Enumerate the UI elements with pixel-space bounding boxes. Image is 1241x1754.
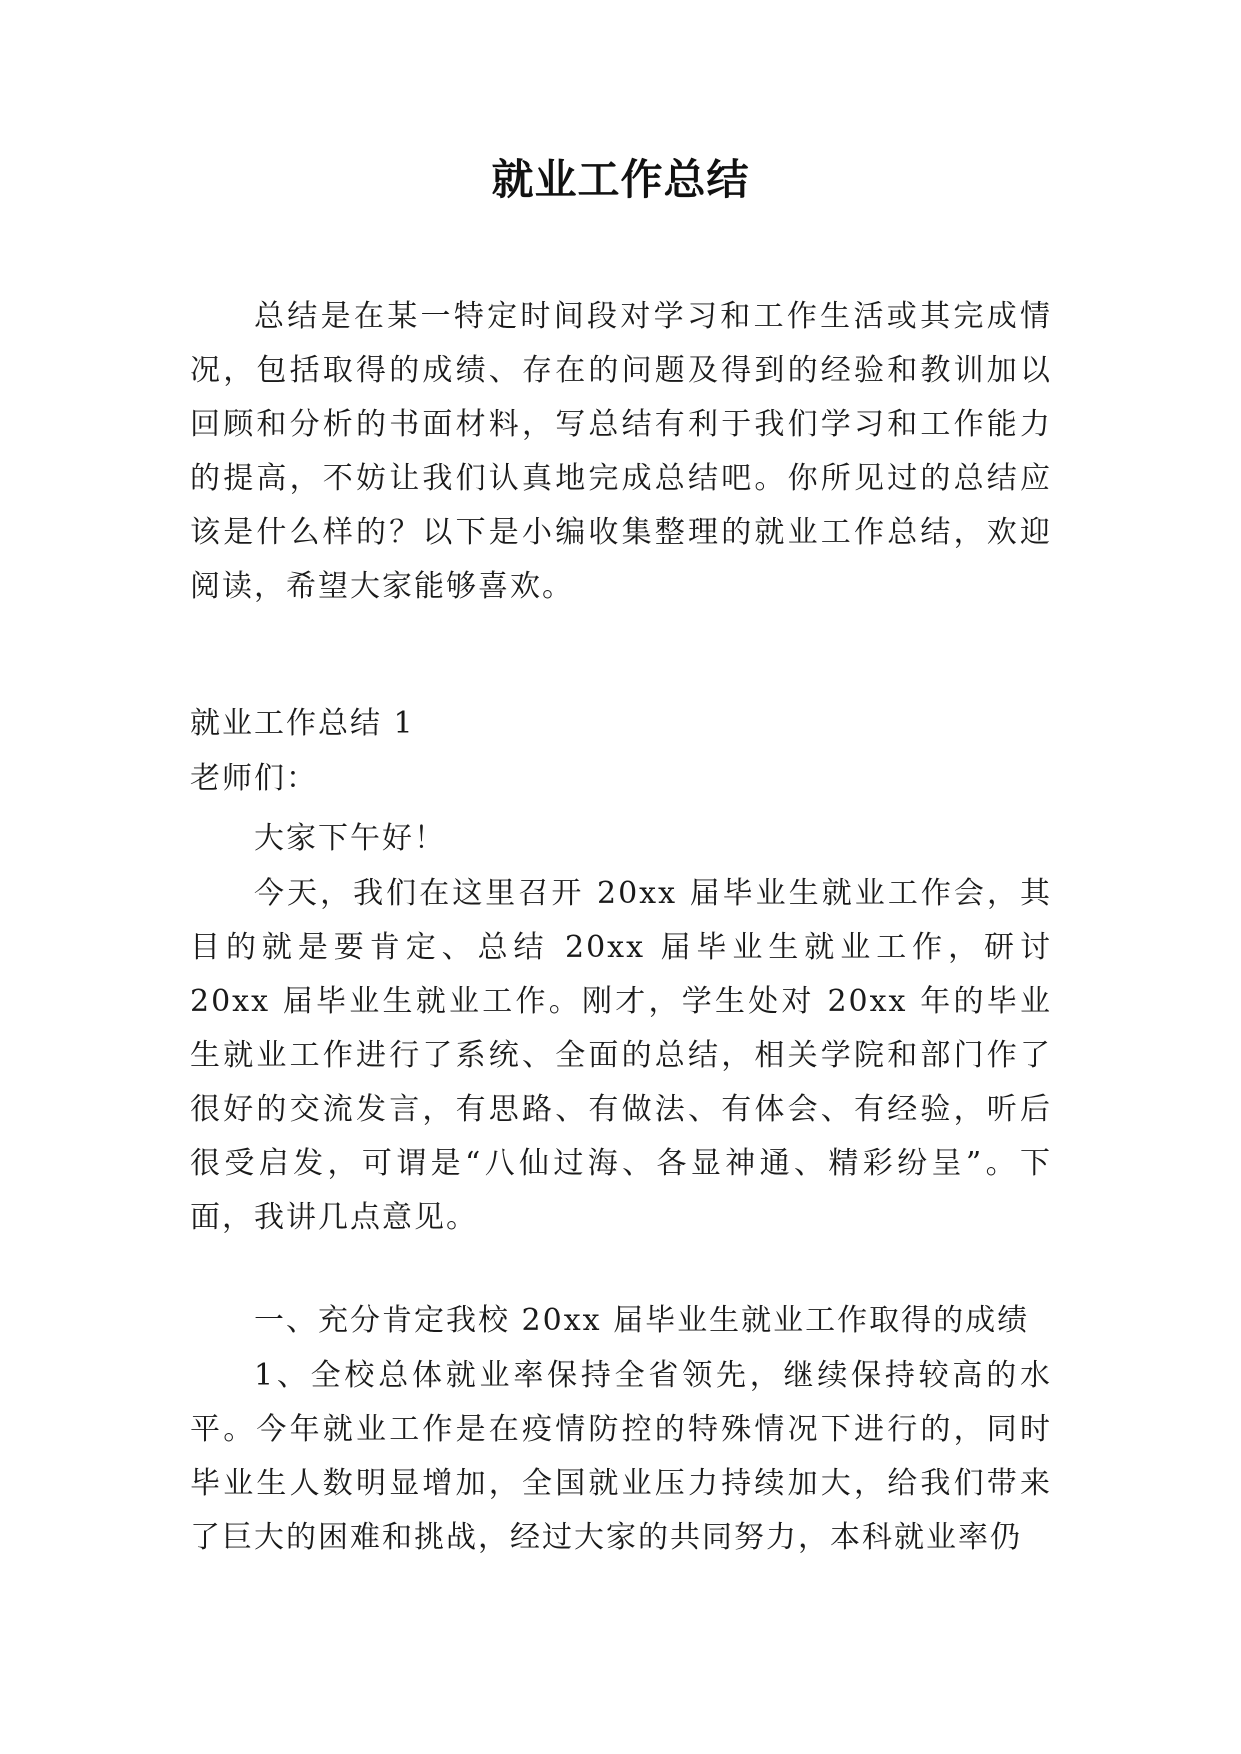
body-paragraph-2: 1、全校总体就业率保持全省领先，继续保持较高的水平。今年就业工作是在疫情防控的特殊情况下进行的，同时毕业生人数明显增加，全国就业压力持续加大，给我们带来了巨大的困难和挑战，经过大家的共同努力，本科就业率仍 xyxy=(190,1358,1052,1555)
section-heading-1: 一、充分肯定我校 20xx 届毕业生就业工作取得的成绩 xyxy=(254,1303,1030,1338)
intro-paragraph: 总结是在某一特定时间段对学习和工作生活或其完成情况，包括取得的成绩、存在的问题及得到的经验和教训加以回顾和分析的书面材料，写总结有利于我们学习和工作能力的提高，不妨让我们认真地完成总结吧。你所见过的总结应该是什么样的？以下是小编收集整理的就业工作总结，欢迎阅读，希望大家能够喜欢。 xyxy=(190,299,1052,604)
greeting: 大家下午好！ xyxy=(254,821,446,856)
section-title: 就业工作总结 1 xyxy=(190,706,415,741)
body-paragraph-1: 今天，我们在这里召开 20xx 届毕业生就业工作会，其目的就是要肯定、总结 20xx 届毕业生就业工作，研讨 20xx 届毕业生就业工作。刚才，学生处对 20xx 年的毕业生就业工作进行了系统、全面的总结，相关学院和部门作了很好的交流发言，有思路、有做法、有体会、有经验，听后很受启发，可谓是“八仙过海、各显神通、精彩纷呈”。下面，我讲几点意见。 xyxy=(190,876,1052,1235)
document-title: 就业工作总结 xyxy=(491,155,750,204)
salutation: 老师们： xyxy=(190,761,318,796)
